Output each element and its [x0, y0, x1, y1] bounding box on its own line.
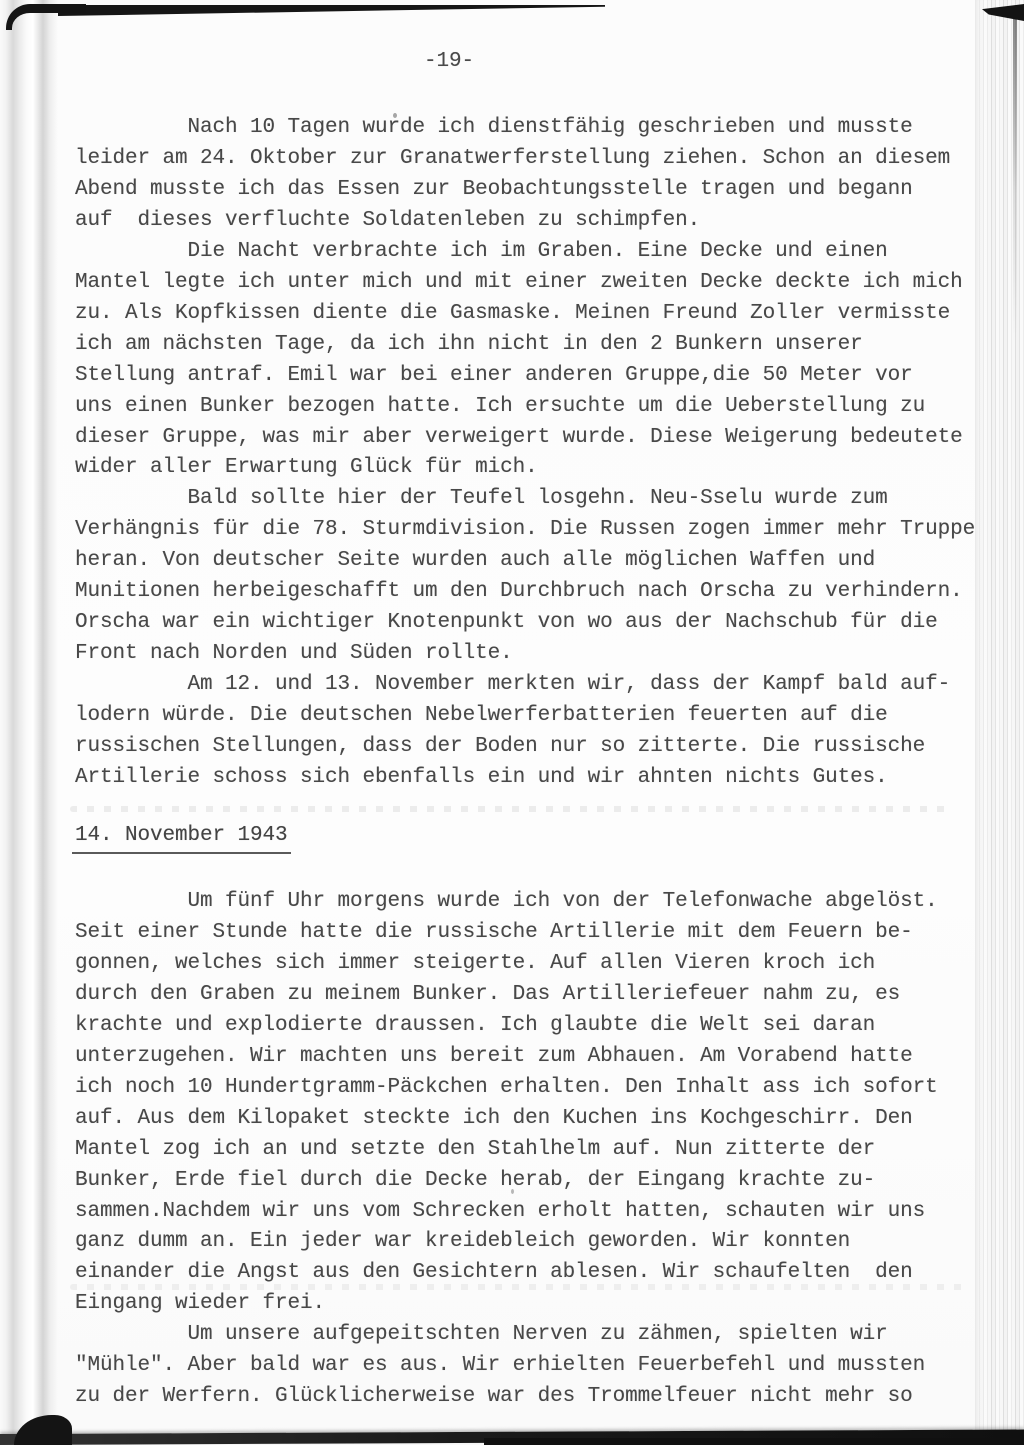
text-line: Um unsere aufgepeitschten Nerven zu zähmen, spielten wir — [75, 1323, 888, 1347]
text-line: Am 12. und 13. November merkten wir, dass der Kampf bald auf- — [75, 673, 951, 697]
text-line: lodern würde. Die deutschen Nebelwerferbatterien feuerten auf die — [75, 704, 888, 728]
body-text-bottom — [75, 887, 938, 1413]
scan-noise-row — [70, 806, 950, 812]
book-gutter-shadow — [0, 0, 58, 1445]
text-line: Orscha war ein wichtiger Knotenpunkt von wo aus der Nachschub für die — [75, 611, 938, 635]
text-line: unterzugehen. Wir machten uns bereit zum Abhauen. Am Vorabend hatte — [75, 1044, 913, 1068]
text-line: Mantel zog ich an und setzte den Stahlhelm auf. Nun zitterte der — [75, 1137, 876, 1161]
scan-top-left-corner-shadow — [6, 4, 86, 30]
text-line: "Mühle". Aber bald war es aus. Wir erhielten Feuerbefehl und mussten — [75, 1354, 926, 1378]
text-line: dieser Gruppe, was mir aber verweigert wurde. Diese Weigerung bedeutete — [75, 425, 963, 449]
text-line: ich am nächsten Tage, da ich ihn nicht in den 2 Bunkern unserer — [75, 332, 863, 356]
text-line: durch den Graben zu meinem Bunker. Das Artilleriefeuer nahm zu, es — [75, 982, 901, 1006]
text-line: uns einen Bunker bezogen hatte. Ich ersuchte um die Ueberstellung zu — [75, 394, 926, 418]
text-line: Abend musste ich das Essen zur Beobachtungsstelle tragen und begann — [75, 177, 913, 201]
text-line: Munitionen herbeigeschafft um den Durchbruch nach Orscha zu verhindern. — [75, 580, 963, 604]
text-line: russischen Stellungen, dass der Boden nur so zitterte. Die russische — [75, 735, 926, 759]
text-line: Verhängnis für die 78. Sturmdivision. Die Russen zogen immer mehr Truppe — [75, 518, 976, 542]
text-line: wider aller Erwartung Glück für mich. — [75, 456, 538, 480]
text-line: Die Nacht verbrachte ich im Graben. Eine Decke und einen — [75, 239, 888, 263]
scan-bottom-shadow-fill — [484, 1438, 1024, 1445]
text-line: leider am 24. Oktober zur Granatwerferstellung ziehen. Schon an diesem — [75, 146, 951, 170]
text-line: Front nach Norden und Süden rollte. — [75, 642, 513, 666]
text-line: sammen.Nachdem wir uns vom Schrecken erholt hatten, schauten wir uns — [75, 1199, 926, 1223]
text-line: Eingang wieder frei. — [75, 1292, 326, 1316]
text-line: ich noch 10 Hundertgramm-Päckchen erhalten. Den Inhalt ass ich sofort — [75, 1075, 938, 1099]
text-line: ganz dumm an. Ein jeder war kreidebleich geworden. Wir konnten — [75, 1230, 851, 1254]
text-line: Nach 10 Tagen wurde ich dienstfähig geschrieben und musste — [75, 116, 913, 139]
text-line: Stellung antraf. Emil war bei einer anderen Gruppe,die 50 Meter vor — [75, 363, 913, 387]
text-line: Bald sollte hier der Teufel losgehn. Neu-Sselu wurde zum — [75, 487, 888, 511]
text-line: zu der Werfern. Glücklicherweise war des Trommelfeuer nicht mehr so — [75, 1385, 913, 1409]
text-line: Um fünf Uhr morgens wurde ich von der Telefonwache abgelöst. — [75, 890, 938, 913]
text-line: krachte und explodierte draussen. Ich glaubte die Welt sei daran — [75, 1013, 876, 1037]
text-line: auf dieses verfluchte Soldatenleben zu schimpfen. — [75, 208, 701, 232]
text-line: Artillerie schoss sich ebenfalls ein und wir ahnten nichts Gutes. — [75, 766, 888, 790]
page-number: -19- — [424, 50, 475, 73]
text-line: Bunker, Erde fiel durch die Decke herab, der Eingang krachte zu- — [75, 1168, 876, 1192]
text-line: einander die Angst aus den Gesichtern ablesen. Wir schaufelten den — [75, 1261, 913, 1285]
text-line: zu. Als Kopfkissen diente die Gasmaske. Meinen Freund Zoller vermisste — [75, 301, 951, 325]
text-line: Seit einer Stunde hatte die russische Artillerie mit dem Feuern be- — [75, 920, 913, 944]
text-line: heran. Von deutscher Seite wurden auch alle möglichen Waffen und — [75, 549, 876, 573]
text-line: Mantel legte ich unter mich und mit einer zweiten Decke deckte ich mich — [75, 270, 963, 294]
body-text-top — [75, 113, 975, 794]
section-heading-date: 14. November 1943 — [72, 824, 291, 854]
text-line: auf. Aus dem Kilopaket steckte ich den Kuchen ins Kochgeschirr. Den — [75, 1106, 913, 1130]
text-line: gonnen, welches sich immer steigerte. Auf allen Vieren kroch ich — [75, 951, 876, 975]
page-edge-shadow-line — [1013, 12, 1017, 342]
scan-top-shadow — [58, 5, 605, 16]
